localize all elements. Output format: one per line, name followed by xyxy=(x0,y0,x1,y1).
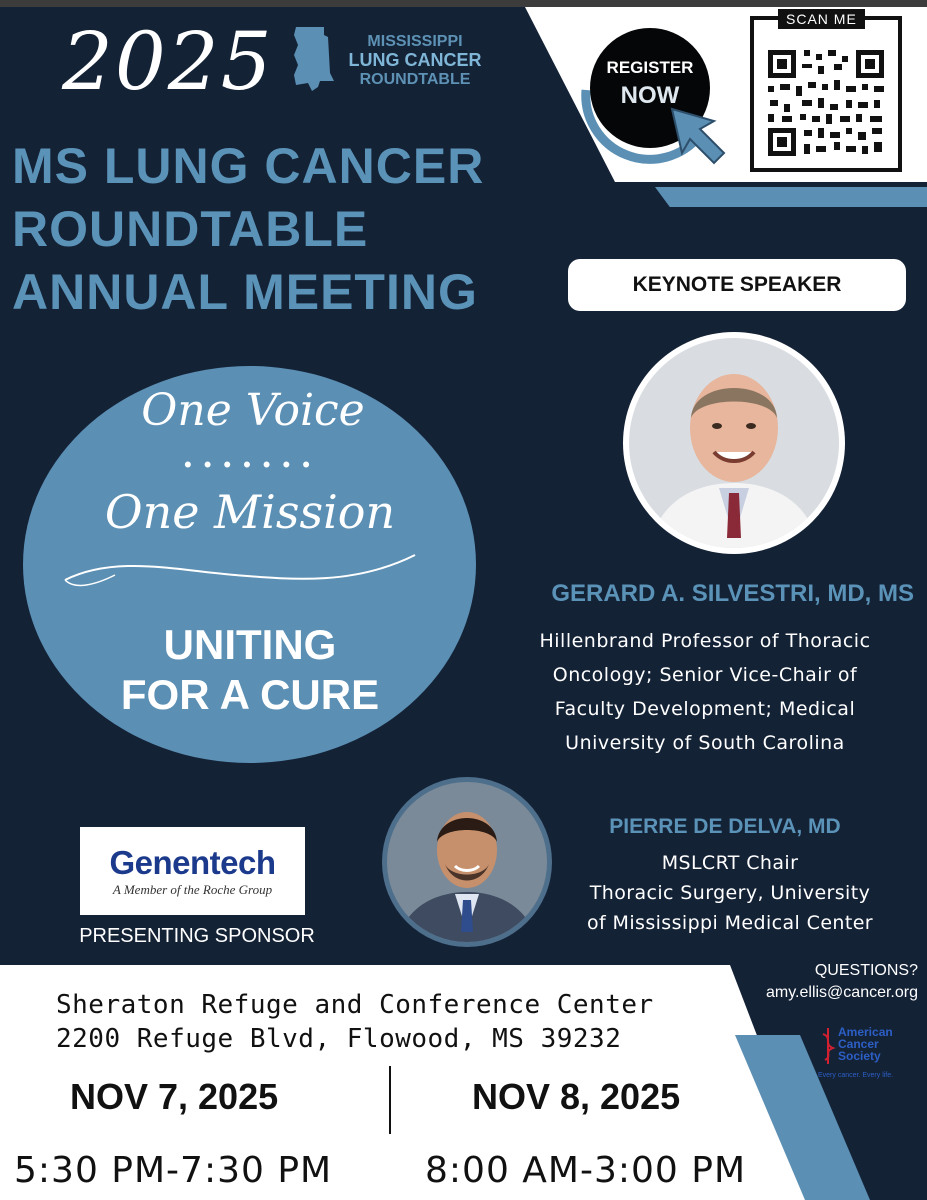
speaker1-desc-line: University of South Carolina xyxy=(565,732,845,754)
mississippi-state-icon xyxy=(290,25,338,100)
questions-label: QUESTIONS? xyxy=(814,962,918,979)
scan-me-label: SCAN ME xyxy=(778,9,865,29)
speaker1-desc-line: Hillenbrand Professor of Thoracic xyxy=(539,630,871,652)
speaker1-desc-line: Oncology; Senior Vice-Chair of xyxy=(552,664,858,686)
venue-street: 2200 Refuge Blvd, Flowood, MS 39232 xyxy=(56,1024,622,1054)
acs-line-3: Society xyxy=(838,1049,881,1063)
tagline-line-2: FOR A CURE xyxy=(120,671,380,718)
day2-time: 8:00 AM-3:00 PM xyxy=(425,1150,747,1191)
chair-speaker-name: PIERRE DE DELVA, MD xyxy=(609,815,841,838)
day2-date: NOV 8, 2025 xyxy=(472,1076,681,1117)
speaker2-desc-line: Thoracic Surgery, University xyxy=(589,882,871,904)
acs-line-2: Cancer xyxy=(838,1037,879,1051)
org-line-3: ROUNDTABLE xyxy=(359,71,471,88)
tagline-line-1: UNITING xyxy=(163,621,337,668)
venue-name: Sheraton Refuge and Conference Center xyxy=(56,990,654,1020)
keynote-speaker-description xyxy=(490,624,920,760)
acs-line-1: American xyxy=(838,1025,893,1039)
acs-tagline: Every cancer. Every life. xyxy=(818,1072,894,1079)
theme-tagline xyxy=(70,620,430,720)
day1-date: NOV 7, 2025 xyxy=(70,1076,279,1117)
presenting-sponsor-label: PRESENTING SPONSOR xyxy=(79,925,315,947)
event-title xyxy=(12,135,484,324)
qr-code-icon xyxy=(754,20,898,168)
chair-speaker-photo xyxy=(382,777,552,947)
title-line-2: ROUNDTABLE xyxy=(12,201,369,257)
organization-logo-text xyxy=(340,32,490,89)
title-line-3: ANNUAL MEETING xyxy=(12,264,478,320)
acs-name xyxy=(838,1026,893,1062)
keynote-speaker-name: GERARD A. SILVESTRI, MD, MS xyxy=(551,580,914,607)
theme-line-2: One Mission xyxy=(104,485,396,539)
org-line-2: LUNG CANCER xyxy=(348,50,482,70)
speaker1-desc-line: Faculty Development; Medical xyxy=(554,698,856,720)
title-line-1: MS LUNG CANCER xyxy=(12,138,485,194)
sponsor-name: Genentech xyxy=(109,844,276,881)
event-year: 2025 xyxy=(62,15,274,108)
contact-info xyxy=(748,960,918,1004)
venue-address xyxy=(56,988,654,1056)
contact-email[interactable]: amy.ellis@cancer.org xyxy=(766,984,918,1001)
genentech-logo xyxy=(80,827,305,915)
speaker2-desc-line: of Mississippi Medical Center xyxy=(587,912,873,934)
chair-speaker-description xyxy=(555,848,905,938)
caduceus-icon xyxy=(820,1026,836,1066)
speaker2-desc-line: MSLCRT Chair xyxy=(661,852,799,874)
day1-time: 5:30 PM-7:30 PM xyxy=(14,1150,333,1191)
person-portrait-icon xyxy=(387,782,547,942)
theme-line-1: One Voice xyxy=(141,385,365,436)
qr-code[interactable] xyxy=(750,16,902,172)
cursor-arrow-icon xyxy=(668,105,730,167)
dotted-divider: ••••••• xyxy=(184,452,322,477)
register-label: REGISTER xyxy=(606,58,694,77)
top-border xyxy=(0,0,927,7)
now-label: NOW xyxy=(620,82,680,109)
person-portrait-icon xyxy=(629,338,839,548)
keynote-speaker-label: KEYNOTE SPEAKER xyxy=(568,259,906,311)
date-divider xyxy=(389,1066,391,1134)
flourish-decoration xyxy=(55,545,425,595)
sponsor-subtitle: A Member of the Roche Group xyxy=(112,882,273,897)
keynote-speaker-photo xyxy=(623,332,845,554)
org-line-1: MISSISSIPPI xyxy=(367,33,463,50)
